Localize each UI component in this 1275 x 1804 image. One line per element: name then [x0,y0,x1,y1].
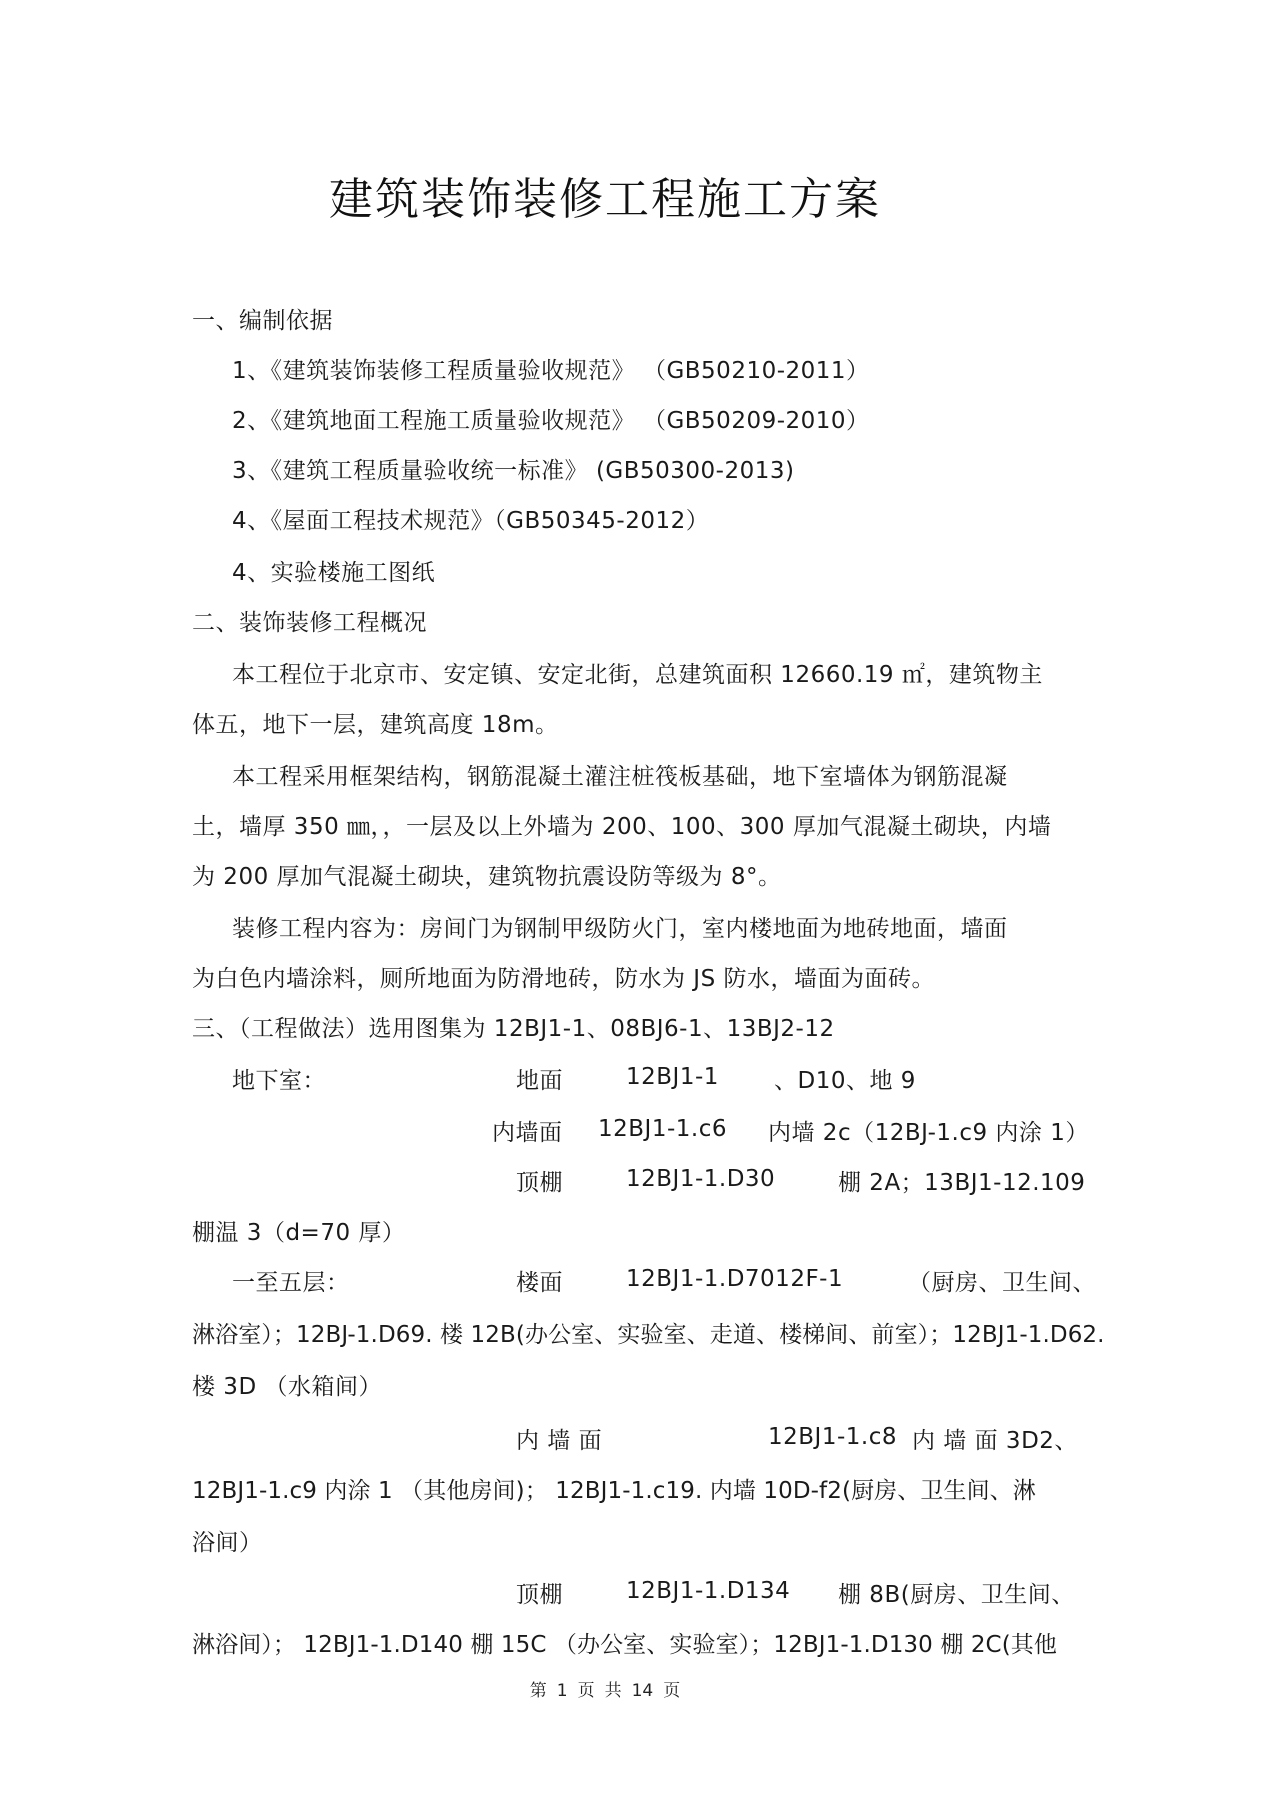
floors-floor-label: 楼面 [516,1270,563,1296]
paragraph-line: 浴间） [192,1530,263,1556]
paragraph-line: 楼 3D （水箱间） [192,1374,382,1400]
basement-ceiling-label: 顶棚 [516,1170,563,1196]
basement-floor-detail: 、D10、地 9 [774,1068,916,1094]
paragraph-line: 本工程位于北京市、安定镇、安定北街，总建筑面积 12660.19 ㎡，建筑物主 [232,662,1043,688]
basement-wall-code: 12BJ1-1.c6 [598,1116,727,1142]
paragraph-line: 淋浴间）； 12BJ1-1.D140 棚 15C （办公室、实验室）；12BJ1-1.D130 棚 2C(其他 [192,1632,1057,1658]
floors-wall-detail: 内 墙 面 3D2、 [912,1428,1078,1454]
floors-floor-code: 12BJ1-1.D7012F-1 [626,1266,844,1292]
floors-wall-code: 12BJ1-1.c8 [768,1424,897,1450]
paragraph-line: 淋浴室）；12BJ-1.D69. 楼 12B(办公室、实验室、走道、楼梯间、前室）；12BJ1-1.D62. [192,1322,1105,1348]
page-footer [0,1680,1210,1702]
basement-wall-detail: 内墙 2c（12BJ-1.c9 内涂 1） [768,1120,1089,1146]
basement-floor-code: 12BJ1-1 [626,1064,719,1090]
floors-ceiling-code: 12BJ1-1.D134 [626,1578,791,1604]
paragraph-line: 装修工程内容为：房间门为钢制甲级防火门，室内楼地面为地砖地面，墙面 [232,916,1008,942]
page-number: 1 [556,1681,568,1701]
paragraph-line: 体五，地下一层，建筑高度 18m。 [192,712,559,738]
section-heading-overview: 二、装饰装修工程概况 [192,610,427,636]
footer-prefix: 第 [529,1681,547,1701]
footer-total-word: 共 [604,1681,622,1701]
basement-label: 地下室： [232,1068,326,1094]
basement-ceiling-detail: 棚 2A；13BJ1-12.109 [838,1170,1086,1196]
basement-ceiling-continued: 棚温 3（d=70 厚） [192,1220,406,1246]
floors-wall-label: 内 墙 面 [516,1428,603,1454]
footer-page-word: 页 [577,1681,595,1701]
section-heading-basis: 一、编制依据 [192,308,333,334]
reference-item-4: 4、《屋面工程技术规范》（GB50345-2012） [232,508,710,534]
paragraph-line: 本工程采用框架结构，钢筋混凝土灌注桩筏板基础，地下室墙体为钢筋混凝 [232,764,1008,790]
basement-ceiling-code: 12BJ1-1.D30 [626,1166,776,1192]
paragraph-line: 土，墙厚 350 ㎜，，一层及以上外墙为 200、100、300 厚加气混凝土砌块，内墙 [192,814,1052,840]
basement-wall-label: 内墙面 [492,1120,563,1146]
paragraph-line: 12BJ1-1.c9 内涂 1 （其他房间)； 12BJ1-1.c19. 内墙 10D-f2(厨房、卫生间、淋 [192,1478,1036,1504]
floors-ceiling-detail: 棚 8B(厨房、卫生间、 [838,1582,1075,1608]
reference-item-3: 3、《建筑工程质量验收统一标准》 (GB50300-2013) [232,458,795,484]
floors-floor-detail: （厨房、卫生间、 [908,1270,1096,1296]
footer-suffix: 页 [663,1681,681,1701]
total-pages: 14 [631,1681,654,1701]
reference-item-2: 2、《建筑地面工程施工质量验收规范》 （GB50209-2010） [232,408,870,434]
reference-item-1: 1、《建筑装饰装修工程质量验收规范》 （GB50210-2011） [232,358,870,384]
section-heading-methods: 三、（工程做法）选用图集为 12BJ1-1、08BJ6-1、13BJ2-12 [192,1016,835,1042]
floors-ceiling-label: 顶棚 [516,1582,563,1608]
paragraph-line: 为白色内墙涂料，厕所地面为防滑地砖，防水为 JS 防水，墙面为面砖。 [192,966,936,992]
paragraph-line: 为 200 厚加气混凝土砌块，建筑物抗震设防等级为 8°。 [192,864,782,890]
document-title: 建筑装饰装修工程施工方案 [329,174,881,225]
basement-floor-label: 地面 [516,1068,563,1094]
floors-1-5-label: 一至五层： [232,1270,350,1296]
reference-item-5: 4、实验楼施工图纸 [232,560,436,586]
